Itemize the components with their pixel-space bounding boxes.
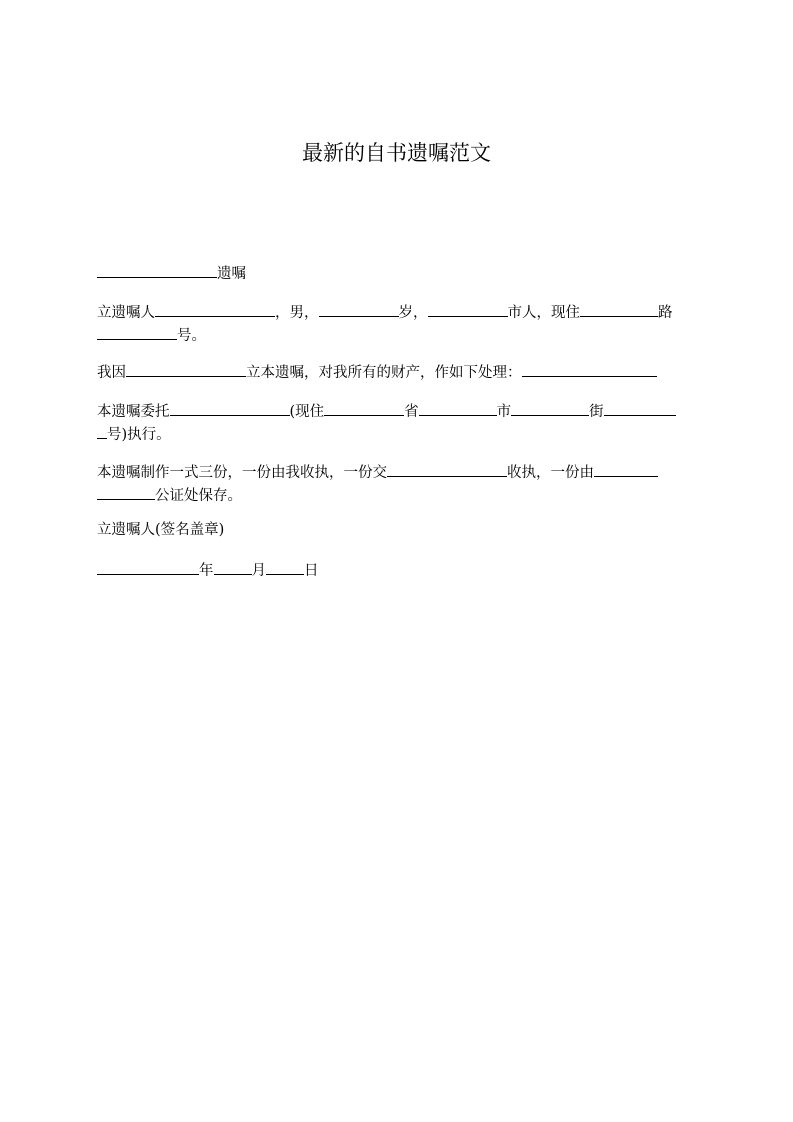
document-title: 最新的自书遗嘱范文 bbox=[302, 141, 491, 165]
notary-blank[interactable] bbox=[594, 461, 658, 477]
house-number-blank[interactable] bbox=[97, 324, 177, 340]
copies-paragraph bbox=[97, 461, 697, 507]
day-blank[interactable] bbox=[266, 559, 304, 575]
name-blank[interactable] bbox=[97, 262, 217, 278]
date-line bbox=[97, 559, 697, 582]
text-segment: 省 bbox=[404, 404, 419, 420]
executor-city-blank[interactable] bbox=[419, 400, 497, 416]
street-blank[interactable] bbox=[511, 400, 589, 416]
reason-blank[interactable] bbox=[126, 361, 246, 377]
heading-line bbox=[97, 262, 697, 285]
signature-line: 立遗嘱人(签名盖章) bbox=[97, 522, 225, 538]
text-segment: 公证处保存。 bbox=[155, 488, 242, 504]
city-blank[interactable] bbox=[428, 301, 508, 317]
year-blank[interactable] bbox=[97, 559, 199, 575]
will-label: 遗嘱 bbox=[217, 266, 246, 282]
testator-name-blank[interactable] bbox=[155, 301, 275, 317]
text-segment: 市人，现住 bbox=[507, 305, 580, 321]
text-segment: 本遗嘱委托 bbox=[97, 404, 170, 420]
text-segment: ，男， bbox=[275, 305, 319, 321]
text-segment: (现住 bbox=[289, 404, 325, 420]
text-segment: 立遗嘱人 bbox=[97, 305, 155, 321]
text-segment: 岁， bbox=[398, 305, 428, 321]
text-segment: 路 bbox=[658, 305, 673, 321]
executor-number-blank-continued[interactable] bbox=[97, 423, 107, 439]
reason-paragraph bbox=[97, 361, 697, 384]
year-label: 年 bbox=[199, 563, 214, 579]
text-segment: 收执，一份由 bbox=[507, 465, 594, 481]
executor-number-blank[interactable] bbox=[604, 400, 676, 416]
month-blank[interactable] bbox=[214, 559, 252, 575]
text-segment: 我因 bbox=[97, 365, 126, 381]
road-blank[interactable] bbox=[580, 301, 658, 317]
province-blank[interactable] bbox=[324, 400, 404, 416]
text-segment: 号)执行。 bbox=[107, 427, 171, 443]
text-segment: 立本遗嘱，对我所有的财产，作如下处理： bbox=[246, 365, 522, 381]
age-blank[interactable] bbox=[319, 301, 399, 317]
month-label: 月 bbox=[251, 563, 266, 579]
text-segment: 号。 bbox=[177, 328, 206, 344]
executor-name-blank[interactable] bbox=[170, 400, 290, 416]
executor-paragraph bbox=[97, 400, 697, 446]
notary-blank-continued[interactable] bbox=[97, 484, 155, 500]
day-label: 日 bbox=[304, 563, 319, 579]
text-segment: 本遗嘱制作一式三份，一份由我收执，一份交 bbox=[97, 465, 387, 481]
text-segment: 街 bbox=[589, 404, 604, 420]
copy-holder-blank[interactable] bbox=[387, 461, 507, 477]
disposition-blank[interactable] bbox=[522, 361, 657, 377]
testator-info-paragraph bbox=[97, 301, 697, 347]
text-segment: 市 bbox=[496, 404, 512, 420]
